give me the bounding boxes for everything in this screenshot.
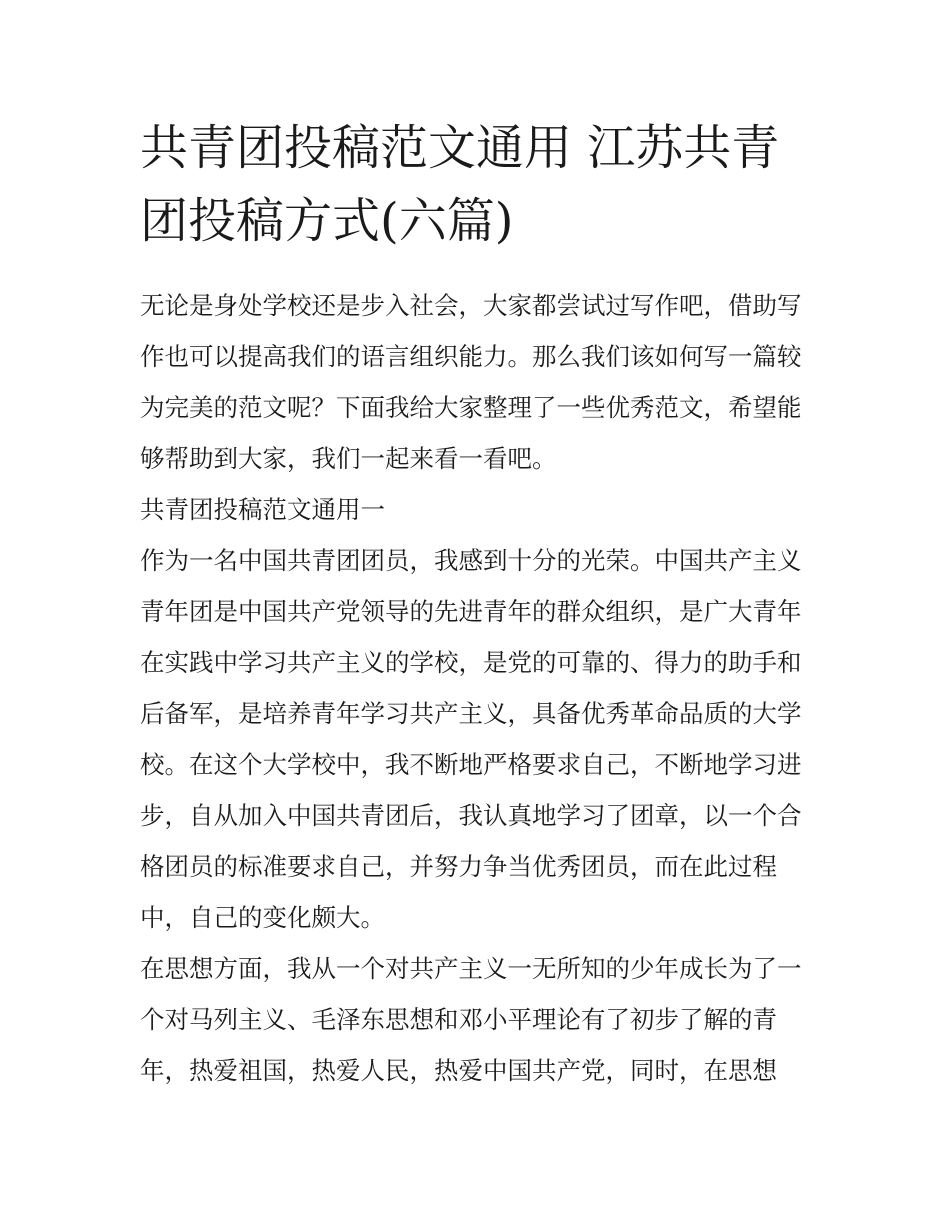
- document-page: [140, 112, 812, 1096]
- document-title: 共青团投稿范文通用 江苏共青团投稿方式(六篇): [140, 120, 780, 249]
- body-paragraph-1: 作为一名中国共青团团员，我感到十分的光荣。中国共产主义青年团是中国共产党领导的先进青年的群众组织，是广大青年在实践中学习共产主义的学校，是党的可靠的、得力的助手和后备军，是培养青年学习共产主义，具备优秀革命品质的大学校。在这个大学校中，我不断地严格要求自己，不断地学习进步，自从加入中国共青团后，我认真地学习了团章，以一个合格团员的标准要求自己，并努力争当优秀团员，而在此过程中，自己的变化颇大。: [140, 546, 802, 932]
- body-paragraph-2: 在思想方面，我从一个对共产主义一无所知的少年成长为了一个对马列主义、毛泽东思想和邓小平理论有了初步了解的青年，热爱祖国，热爱人民，热爱中国共产党，同时，在思想: [140, 954, 802, 1085]
- intro-paragraph: 无论是身处学校还是步入社会，大家都尝试过写作吧，借助写作也可以提高我们的语言组织能力。那么我们该如何写一篇较为完美的范文呢？下面我给大家整理了一些优秀范文，希望能够帮助到大家，我们一起来看一看吧。: [140, 291, 802, 473]
- section-heading: 共青团投稿范文通用一: [140, 495, 385, 524]
